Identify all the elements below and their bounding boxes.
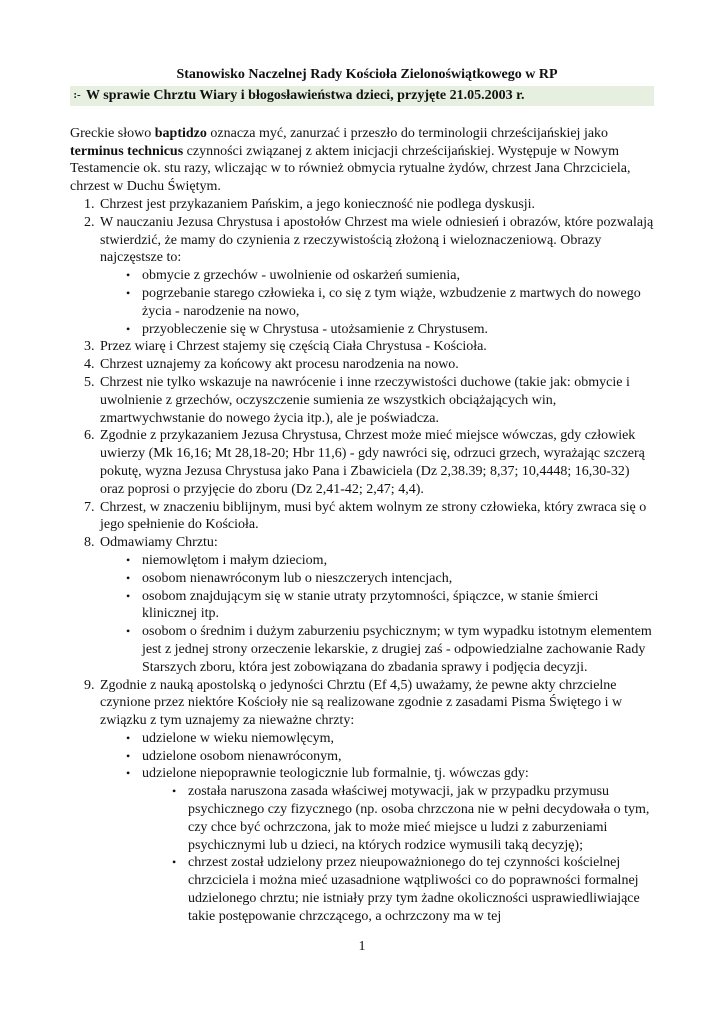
list-item-text: Zgodnie z nauką apostolską o jedyności Chrztu (Ef 4,5) uważamy, że pewne akty chrzcielne czynione przez niektóre Kościoły nie są realizowane zgodnie z zasadami Pisma Świętego i w związku z tym uznajemy za nieważne chrzty:	[100, 677, 623, 729]
sub-list-item-text: udzielone niepoprawnie teologicznie lub formalnie, tj. wówczas gdy:	[142, 766, 529, 782]
numbered-list	[70, 196, 654, 926]
intro-text-2: oznacza myć, zanurzać i przeszło do terminologii chrześcijańskiej jako	[206, 125, 609, 141]
sub-list-item	[142, 765, 654, 925]
page-number: 1	[358, 939, 366, 954]
sub-list-item: • obmycie z grzechów - uwolnienie od oskarżeń sumienia,	[142, 267, 654, 285]
sub-list	[100, 267, 654, 338]
sub-list-item: • niemowlętom i małym dzieciom,	[142, 552, 654, 570]
nested-list-item: • została naruszona zasada właściwej motywacji, jak w przypadku przymusu psychicznego czy fizycznego (np. osoba chrzczona nie w pełni decydowała o tym, czy chce być ochrzczona, jak to może mieć miejsce u ludzi z zaburzeniami psychicznymi lub u dzieci, na których rodzice wymusili taką decyzję);	[188, 783, 654, 854]
list-item-1	[98, 196, 654, 214]
intro-paragraph	[70, 125, 654, 196]
nested-list-item: • chrzest został udzielony przez nieupoważnionego do tej czynności kościelnej chrzciciela i można mieć uzasadnione wątpliwości co do poprawności formalnej udzielonego chrztu; nie istniały przy tym żadne okoliczności usprawiedliwiające takie postępowanie chrzczącego, a ochrzczony ma w tej	[188, 854, 654, 925]
sub-list-item: • pogrzebanie starego człowieka i, co się z tym wiąże, wzbudzenie z martwych do nowego życia - narodzenie na nowo,	[142, 285, 654, 321]
document-page	[70, 66, 654, 926]
list-item-text: Chrzest nie tylko wskazuje na nawrócenie i inne rzeczywistości duchowe (takie jak: obmycie i uwolnienie z grzechów, oczyszczenie sumienia ze wszystkich obciążających win, zmartwychwstanie do nowego życia itp.), ale je poświadcza.	[100, 374, 630, 426]
sub-list-item: • udzielone w wieku niemowlęcym,	[142, 730, 654, 748]
sub-list-item: • udzielone osobom nienawróconym,	[142, 748, 654, 766]
list-item-text: Przez wiarę i Chrzest stajemy się częścią Ciała Chrystusa - Kościoła.	[100, 339, 487, 355]
list-item-3	[98, 338, 654, 356]
list-item-text: W nauczaniu Jezusa Chrystusa i apostołów Chrzest ma wiele odniesień i obrazów, które pozwalają stwierdzić, że mamy do czynienia z rzeczywistością złożoną i wieloznaczeniową. Obrazy najczęstsze to:	[100, 214, 654, 266]
intro-text-3: czynności związanej z aktem inicjacji chrześcijańskiej. Występuje w Nowym Testamencie ok. stu razy, wliczając w to również obmycia rytualne żydów, chrzest Jana Chrzciciela, chrzest w Duchu Świętym.	[70, 143, 631, 195]
list-item-9	[98, 677, 654, 926]
document-title: Stanowisko Naczelnej Rady Kościoła Zielonoświątkowego w RP	[176, 67, 558, 82]
sub-list-item: • osobom nienawróconym lub o nieszczerych intencjach,	[142, 570, 654, 588]
sub-list	[100, 552, 654, 677]
list-item-8	[98, 534, 654, 676]
sub-list-item: • osobom o średnim i dużym zaburzeniu psychicznym; w tym wypadku istotnym elementem jest z jednej strony orzeczenie lekarskie, z drugiej zaś - odpowiedzialne zachowanie Rady Starszych zboru, która jest zobowiązana do zbadania sprawy i podjęcia decyzji.	[142, 623, 654, 676]
list-item-6	[98, 427, 654, 498]
list-item-text: Odmawiamy Chrztu:	[100, 535, 218, 551]
intro-term-technicus: terminus technicus	[70, 143, 184, 159]
list-item-2	[98, 214, 654, 339]
bullet-marker-icon: :-	[73, 88, 81, 101]
list-item-text: Chrzest jest przykazaniem Pańskim, a jego konieczność nie podlega dyskusji.	[100, 196, 536, 212]
list-item-text: Chrzest uznajemy za końcowy akt procesu narodzenia na nowo.	[100, 357, 459, 373]
intro-text-1: Greckie słowo	[70, 125, 155, 141]
list-item-7	[98, 499, 654, 535]
list-item-text: Zgodnie z przykazaniem Jezusa Chrystusa, Chrzest może mieć miejsce wówczas, gdy człowiek uwierzy (Mk 16,16; Mt 28,18-20; Hbr 11,6) - gdy nawróci się, odrzuci grzech, wyrażając szczerą pokutę, wyzna Jezusa Chrystusa jako Pana i Zbawiciela (Dz 2,38.39; 8,37; 10,4448; 16,30-32) oraz poprosi o przyjęcie do zboru (Dz 2,41-42; 2,47; 4,4).	[100, 428, 645, 497]
sub-list	[100, 730, 654, 926]
document-subtitle: W sprawie Chrztu Wiary i błogosławieństwa dzieci, przyjęte 21.05.2003 r.	[86, 87, 525, 103]
subtitle-bar	[70, 86, 654, 106]
sub-list-item: • przyobleczenie się w Chrystusa - utożsamienie z Chrystusem.	[142, 321, 654, 339]
list-item-5	[98, 374, 654, 427]
sub-list-item: • osobom znajdującym się w stanie utraty przytomności, śpiączce, w stanie śmierci klinicznej itp.	[142, 588, 654, 624]
nested-sub-list	[142, 783, 654, 925]
list-item-4	[98, 356, 654, 374]
list-item-text: Chrzest, w znaczeniu biblijnym, musi być aktem wolnym ze strony człowieka, który zwraca się o jego spełnienie do Kościoła.	[100, 499, 647, 533]
intro-term-baptidzo: baptidzo	[154, 125, 207, 141]
